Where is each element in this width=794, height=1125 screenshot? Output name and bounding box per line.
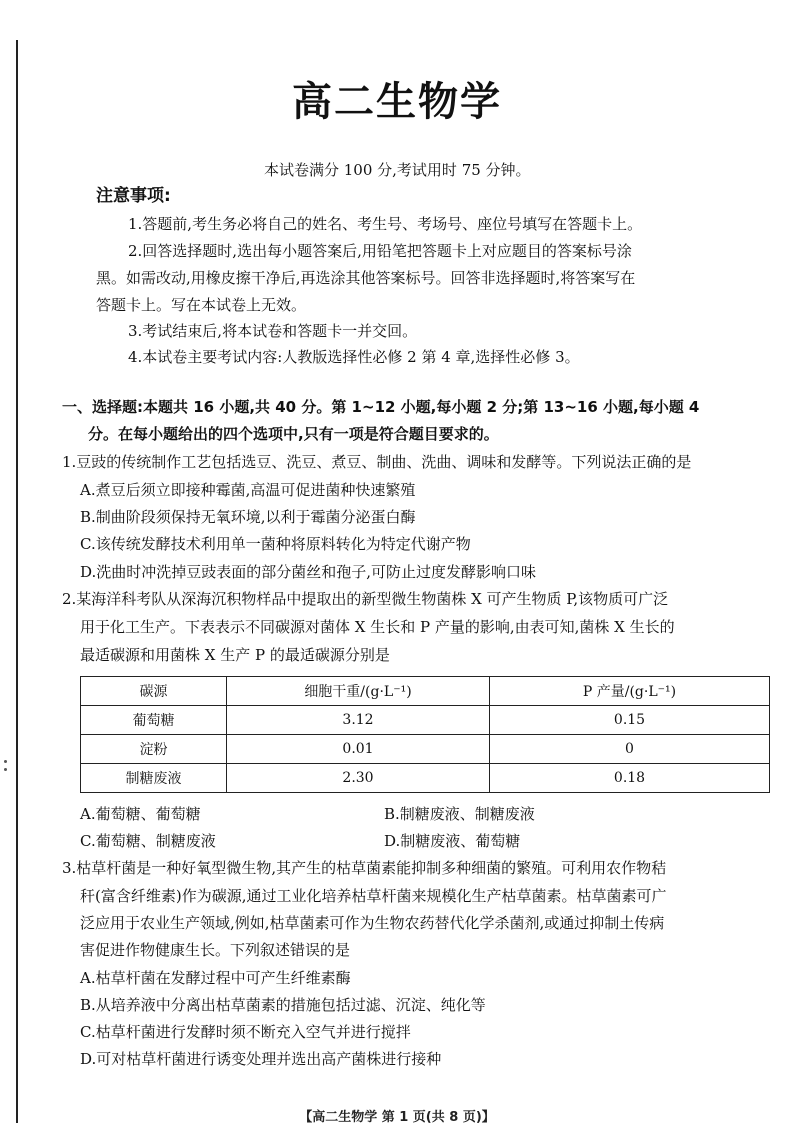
- question-stem-cont: 最适碳源和用菌株 X 生产 P 的最适碳源分别是: [80, 646, 390, 664]
- notice-line: 4.本试卷主要考试内容:人教版选择性必修 2 第 4 章,选择性必修 3。: [128, 348, 580, 366]
- notice-heading: 注意事项:: [96, 186, 171, 206]
- option-c: C.枯草杆菌进行发酵时须不断充入空气并进行搅拌: [80, 1023, 411, 1041]
- option-a: A.葡萄糖、葡萄糖: [80, 805, 201, 823]
- option-b: B.制曲阶段须保持无氧环境,以利于霉菌分泌蛋白酶: [80, 508, 416, 526]
- notice-line: 3.考试结束后,将本试卷和答题卡一并交回。: [128, 322, 418, 340]
- question-stem: 3.枯草杆菌是一种好氧型微生物,其产生的枯草菌素能抑制多种细菌的繁殖。可利用农作物秸: [62, 859, 667, 877]
- question-stem-cont: 害促进作物健康生长。下列叙述错误的是: [80, 941, 351, 959]
- option-c: C.该传统发酵技术利用单一菌种将原料转化为特定代谢产物: [80, 535, 471, 553]
- option-a: A.枯草杆菌在发酵过程中可产生纤维素酶: [80, 969, 351, 987]
- section-heading-cont: 分。在每小题给出的四个选项中,只有一项是符合题目要求的。: [88, 425, 499, 443]
- option-a: A.煮豆后须立即接种霉菌,高温可促进菌种快速繁殖: [80, 481, 416, 499]
- table-cell: 3.12: [227, 706, 490, 735]
- page-title: 高二生物学: [292, 78, 502, 125]
- question-stem-cont: 用于化工生产。下表表示不同碳源对菌体 X 生长和 P 产量的影响,由表可知,菌株 X 生长的: [80, 618, 675, 636]
- table-header: 碳源: [81, 677, 227, 706]
- option-b: B.制糖废液、制糖废液: [384, 805, 535, 823]
- table-header: 细胞干重/(g·L⁻¹): [227, 677, 490, 706]
- table-cell: 制糖废液: [81, 764, 227, 793]
- page-footer: 【高二生物学 第 1 页(共 8 页)】: [299, 1110, 495, 1125]
- margin-mark: [4, 768, 7, 771]
- option-d: D.制糖废液、葡萄糖: [384, 832, 521, 850]
- question-stem: 2.某海洋科考队从深海沉积物样品中提取出的新型微生物菌株 X 可产生物质 P,该物质可广泛: [62, 590, 669, 608]
- table-header-row: [81, 677, 770, 706]
- table-cell: 淀粉: [81, 735, 227, 764]
- option-b: B.从培养液中分离出枯草菌素的措施包括过滤、沉淀、纯化等: [80, 996, 486, 1014]
- margin-mark: [4, 760, 7, 763]
- table-cell: 0.18: [490, 764, 770, 793]
- table-row: [81, 706, 770, 735]
- binding-line: [16, 40, 18, 1123]
- question-stem-cont: 泛应用于农业生产领域,例如,枯草菌素可作为生物农药替代化学杀菌剂,或通过抑制土传病: [80, 914, 665, 932]
- option-c: C.葡萄糖、制糖废液: [80, 832, 216, 850]
- table-header: P 产量/(g·L⁻¹): [490, 677, 770, 706]
- option-d: D.可对枯草杆菌进行诱变处理并选出高产菌株进行接种: [80, 1050, 442, 1068]
- option-d: D.洗曲时冲洗掉豆豉表面的部分菌丝和孢子,可防止过度发酵影响口味: [80, 563, 537, 581]
- notice-line: 1.答题前,考生务必将自己的姓名、考生号、考场号、座位号填写在答题卡上。: [128, 215, 643, 233]
- table-cell: 0.01: [227, 735, 490, 764]
- table-cell: 0: [490, 735, 770, 764]
- notice-line: 答题卡上。写在本试卷上无效。: [96, 296, 307, 314]
- table-row: [81, 764, 770, 793]
- question-stem: 1.豆豉的传统制作工艺包括选豆、洗豆、煮豆、制曲、洗曲、调味和发酵等。下列说法正确的是: [62, 453, 692, 471]
- section-heading: 一、选择题:本题共 16 小题,共 40 分。第 1~12 小题,每小题 2 分;第 13~16 小题,每小题 4: [62, 398, 700, 416]
- table-row: [81, 735, 770, 764]
- carbon-source-table: [80, 676, 770, 793]
- notice-line: 黑。如需改动,用橡皮擦干净后,再选涂其他答案标号。回答非选择题时,将答案写在: [96, 269, 636, 287]
- notice-line: 2.回答选择题时,选出每小题答案后,用铅笔把答题卡上对应题目的答案标号涂: [128, 242, 632, 260]
- question-stem-cont: 秆(富含纤维素)作为碳源,通过工业化培养枯草杆菌来规模化生产枯草菌素。枯草菌素可广: [80, 887, 667, 905]
- exam-info: 本试卷满分 100 分,考试用时 75 分钟。: [264, 161, 531, 179]
- table-cell: 葡萄糖: [81, 706, 227, 735]
- table-cell: 2.30: [227, 764, 490, 793]
- table-cell: 0.15: [490, 706, 770, 735]
